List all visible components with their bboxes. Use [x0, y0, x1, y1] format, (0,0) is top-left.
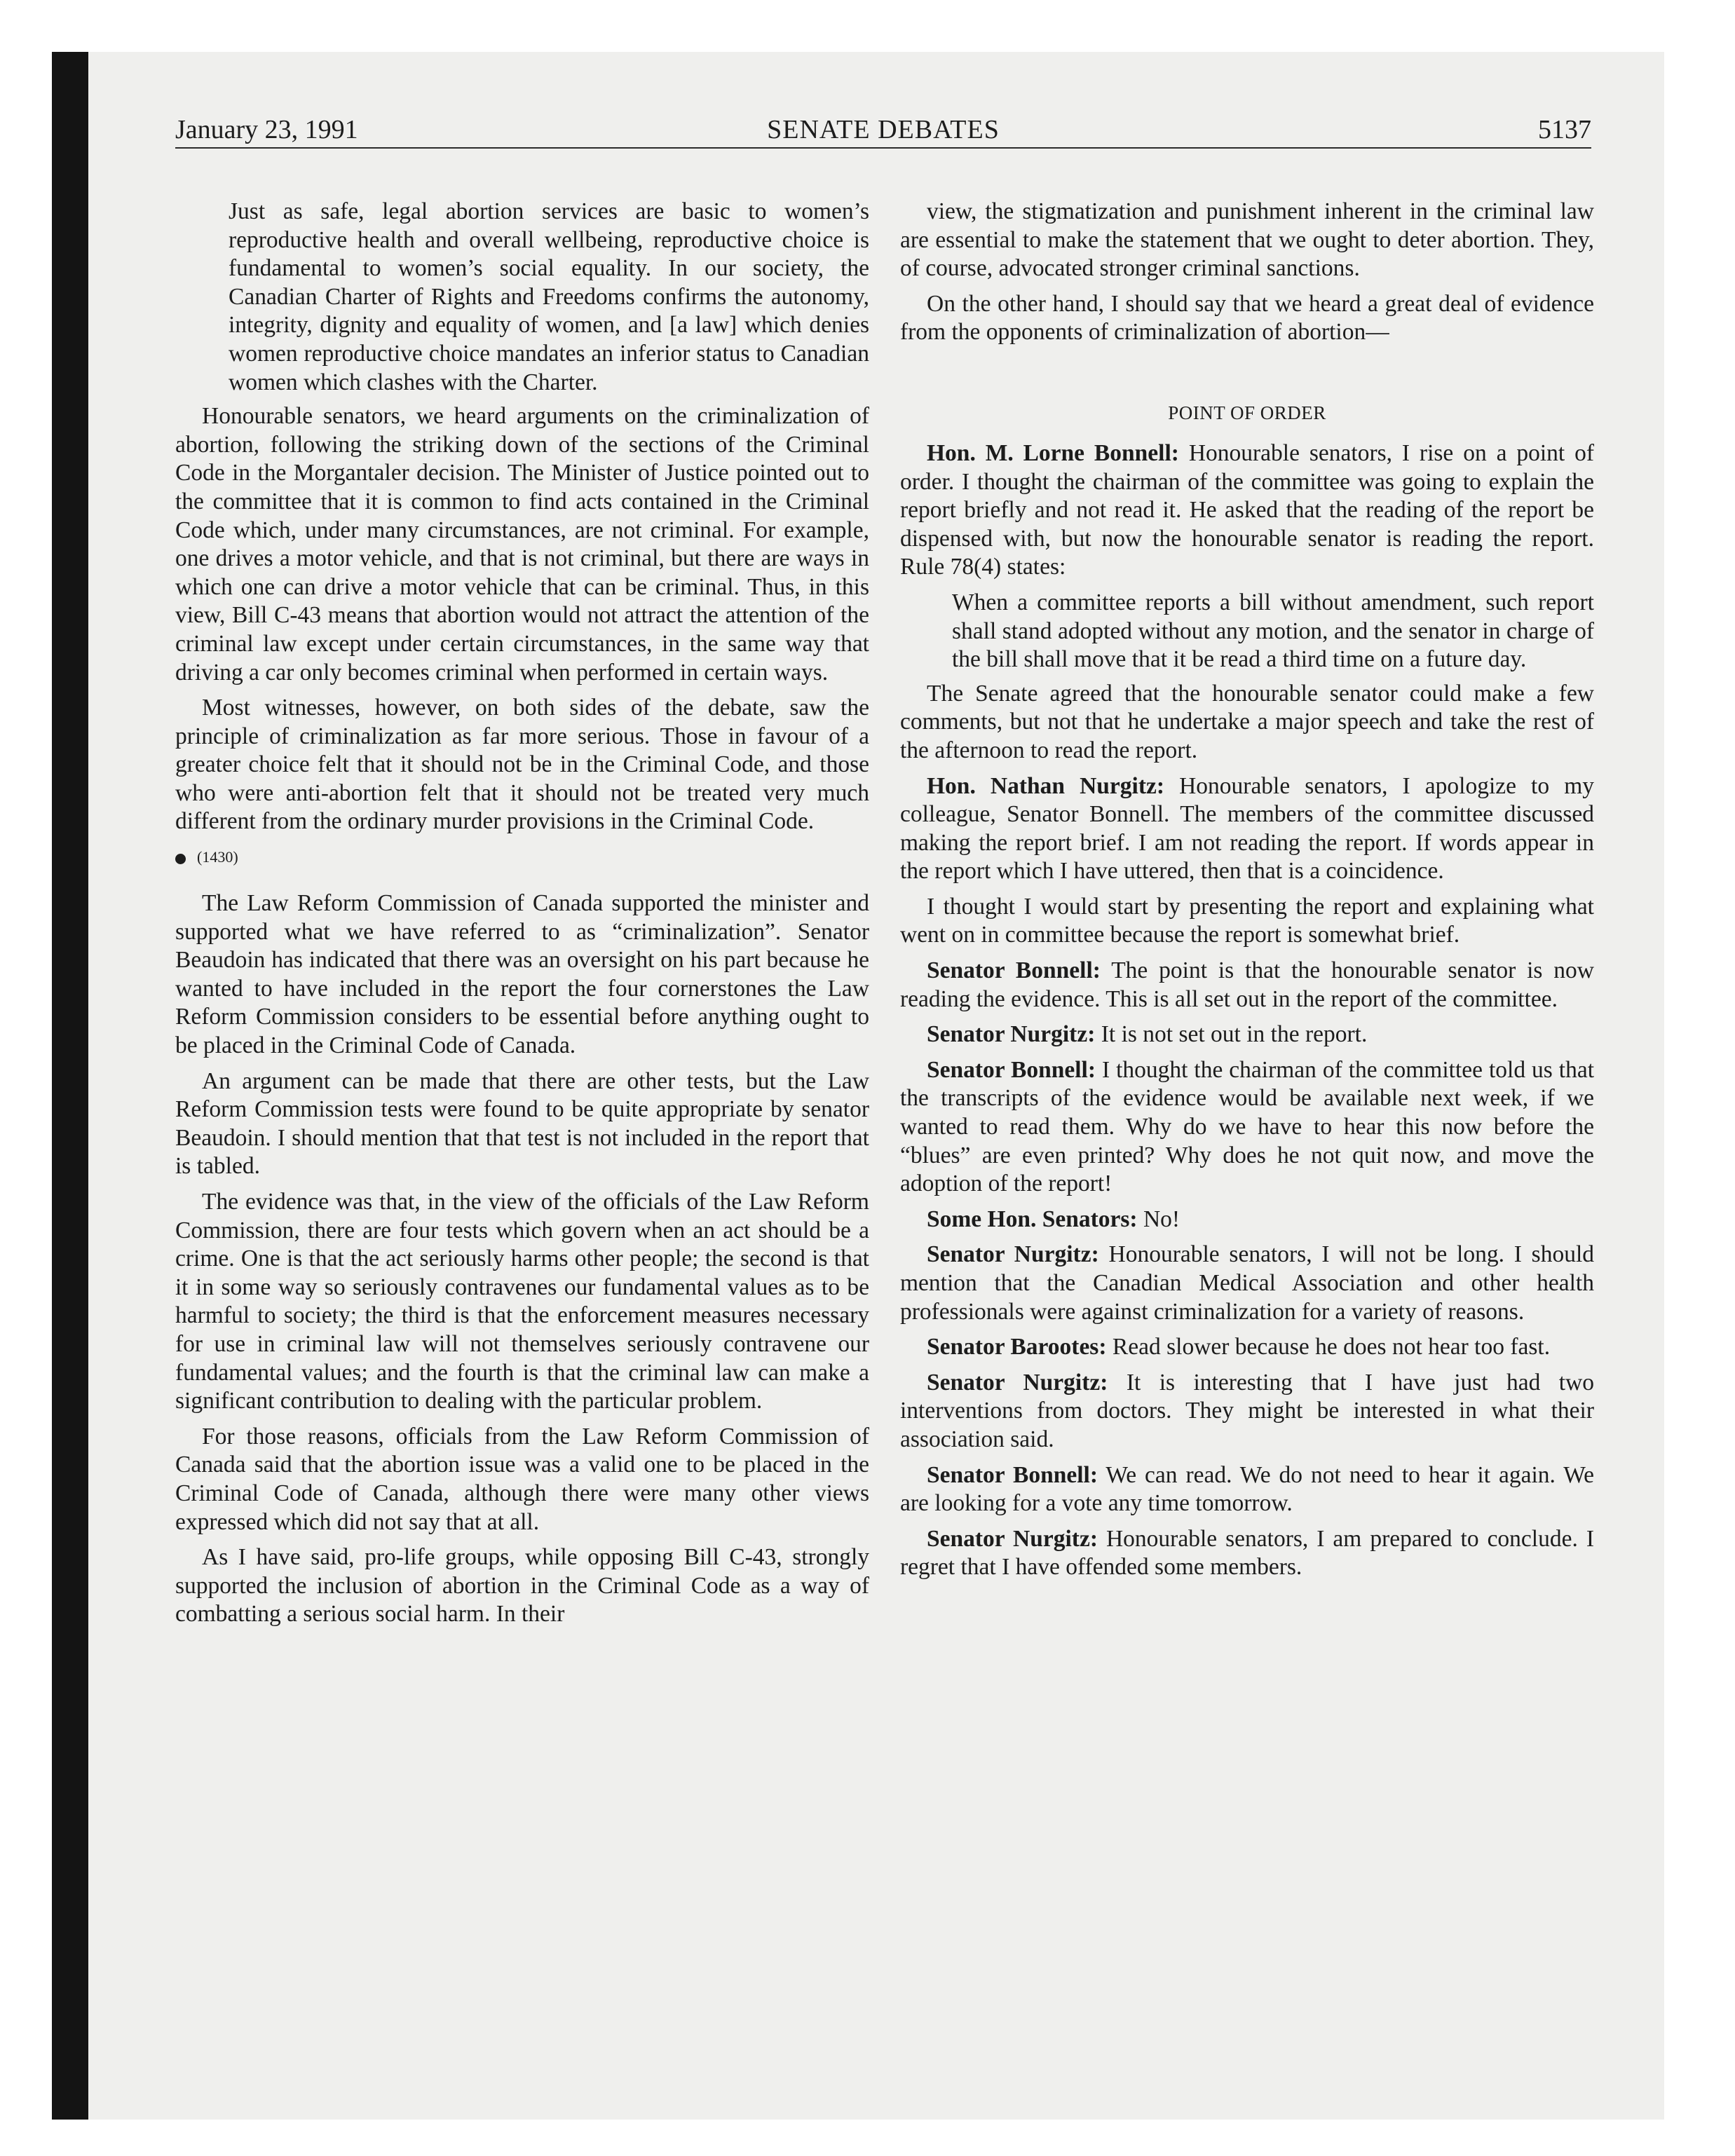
speech-text: The point is that the honourable senator is now reading the evidence. This is all set out in the report of the committee.	[900, 957, 1595, 1012]
speech-text: Honourable senators, I am prepared to conclude. I regret that I have offended some members.	[900, 1525, 1595, 1581]
header-date: January 23, 1991	[175, 115, 358, 144]
section-heading: POINT OF ORDER	[1168, 402, 1326, 423]
paragraph: The Law Reform Commission of Canada supported the minister and supported what we have referred to as “criminalization”. Senator Beaudoin has indicated that there was an oversight on his part because he wanted to have included in the report the four cornerstones the Law Reform Commission considers to be essential before anything ought to be placed in the Criminal Code of Canada.	[175, 890, 869, 1059]
speech-text: I thought the chairman of the committee told us that the transcripts of the evidence would be available next week, if we wanted to read them. Why do we have to hear this now before the “blues” are even printed? Why does he not quit now, and move the adoption of the report!	[900, 1056, 1595, 1197]
paragraph: The Senate agreed that the honourable senator could make a few comments, but not that he undertake a major speech and take the rest of the afternoon to read the report.	[900, 680, 1594, 763]
speech-text: Honourable senators, I rise on a point of order. I thought the chairman of the committee was going to explain the report briefly and not read it. He asked that the reading of the report be dispensed with, but now the honourable senator is reading the report. Rule 78(4) states:	[900, 439, 1594, 580]
speech-barootes	[900, 1333, 1594, 1362]
speech-text: No!	[1143, 1206, 1181, 1232]
speech-nurgitz	[900, 772, 1594, 886]
header-title: SENATE DEBATES	[767, 115, 1000, 144]
charter-quote: Just as safe, legal abortion services are basic to women’s reproductive health and overall wellbeing, reproductive choice is fundamental to women’s social equality. In our society, the Canadian Charter of Rights and Freedoms confirms the autonomy, integrity, dignity and equality of women, and [a law] which denies women reproductive choice mandates an inferior status to Canadian women which clashes with the Charter.	[229, 198, 869, 395]
speech-nurgitz	[900, 1241, 1594, 1326]
paragraph: I thought I would start by presenting the report and explaining what went on in committee because the report is somewhat brief.	[900, 893, 1594, 948]
speaker-name: Senator Nurgitz:	[927, 1021, 1096, 1048]
speaker-name: Senator Bonnell:	[927, 1461, 1098, 1488]
speaker-name: Some Hon. Senators:	[927, 1206, 1138, 1232]
paragraph: On the other hand, I should say that we heard a great deal of evidence from the opponents of criminalization of abortion—	[900, 290, 1594, 346]
speaker-name: Hon. M. Lorne Bonnell:	[927, 439, 1179, 466]
speech-text: It is not set out in the report.	[1101, 1021, 1368, 1048]
binding-edge	[52, 52, 88, 2120]
speech-bonnell	[900, 1461, 1594, 1518]
paragraph: As I have said, pro-life groups, while opposing Bill C-43, strongly supported the inclusion of abortion in the Criminal Code as a way of combatting a serious social harm. In their	[175, 1544, 869, 1628]
speech-text: Honourable senators, I apologize to my colleague, Senator Bonnell. The members of the committee discussed making the report brief. I am not reading the report. If words appear in the report which I have uttered, then that is a coincidence.	[900, 772, 1594, 885]
paragraph: For those reasons, officials from the Law Reform Commission of Canada said that the abortion issue was a valid one to be placed in the Criminal Code of Canada, although there were many other views expressed which did not say that at all.	[175, 1423, 869, 1535]
speech-senators	[900, 1206, 1594, 1234]
speech-text: It is interesting that I have just had two interventions from doctors. They might be interested in what their association said.	[900, 1369, 1595, 1452]
header-rule	[175, 147, 1591, 149]
speaker-name: Senator Bonnell:	[927, 1056, 1096, 1083]
time-marker-label: (1430)	[197, 848, 238, 866]
speaker-name: Senator Barootes:	[927, 1334, 1107, 1360]
speech-bonnell	[900, 1056, 1594, 1199]
speaker-name: Senator Nurgitz:	[927, 1369, 1108, 1396]
paragraph: The evidence was that, in the view of the officials of the Law Reform Commission, there are four tests which govern when an act should be a crime. One is that the act seriously harms other people; the second is that it in some way so seriously contravenes our fundamental values as to be harmful to society; the third is that the enforcement measures necessary for use in criminal law will not themselves seriously contravene our fundamental values; and the fourth is that the criminal law can make a significant contribution to dealing with the particular problem.	[175, 1189, 869, 1414]
speech-text: We can read. We do not need to hear it again. We are looking for a vote any time tomorrow.	[900, 1461, 1594, 1517]
rule-quote: When a committee reports a bill without amendment, such report shall stand adopted without any motion, and the senator in charge of the bill shall move that it be read a third time on a future day.	[952, 589, 1594, 673]
paragraph: view, the stigmatization and punishment inherent in the criminal law are essential to make the statement that we ought to deter abortion. They, of course, advocated stronger criminal sanctions.	[900, 198, 1594, 282]
speech-text: Read slower because he does not hear too fast.	[1112, 1334, 1551, 1360]
paragraph: An argument can be made that there are other tests, but the Law Reform Commission tests were found to be quite appropriate by senator Beaudoin. I should mention that that test is not included in the report that is tabled.	[175, 1067, 869, 1180]
header-page-number: 5137	[1538, 115, 1591, 144]
speech-nurgitz	[900, 1369, 1594, 1454]
speech-bonnell	[900, 957, 1594, 1014]
bullet-icon	[175, 854, 186, 864]
speech-nurgitz	[900, 1525, 1594, 1582]
paragraph: Most witnesses, however, on both sides of the debate, saw the principle of criminalization as far more serious. Those in favour of a greater choice felt that it should not be in the Criminal Code, and those who were anti-abortion felt that it should not be treated very much different from the ordinary murder provisions in the Criminal Code.	[175, 695, 869, 835]
speaker-name: Senator Bonnell:	[927, 957, 1101, 984]
left-column	[175, 198, 869, 1636]
right-column	[900, 198, 1594, 1589]
speaker-name: Senator Nurgitz:	[927, 1241, 1099, 1268]
speaker-name: Senator Nurgitz:	[927, 1525, 1098, 1552]
speech-text: Honourable senators, I will not be long. I should mention that the Canadian Medical Association and other health professionals were against criminalization for a variety of reasons.	[900, 1241, 1595, 1325]
paragraph: Honourable senators, we heard arguments on the criminalization of abortion, following the striking down of the sections of the Criminal Code in the Morgantaler decision. The Minister of Justice pointed out to the committee that it is common to find acts contained in the Criminal Code which, under many circumstances, are not criminal. For example, one drives a motor vehicle, and that is not criminal, but there are ways in which one can drive a motor vehicle that can be criminal. Thus, in this view, Bill C-43 means that abortion would not attract the attention of the criminal law except under certain circumstances, in the same way that driving a car only becomes criminal when performed in certain ways.	[175, 403, 869, 685]
time-marker	[175, 843, 869, 871]
speech-nurgitz	[900, 1021, 1594, 1049]
speech-bonnell	[900, 439, 1594, 582]
speaker-name: Hon. Nathan Nurgitz:	[927, 772, 1165, 799]
